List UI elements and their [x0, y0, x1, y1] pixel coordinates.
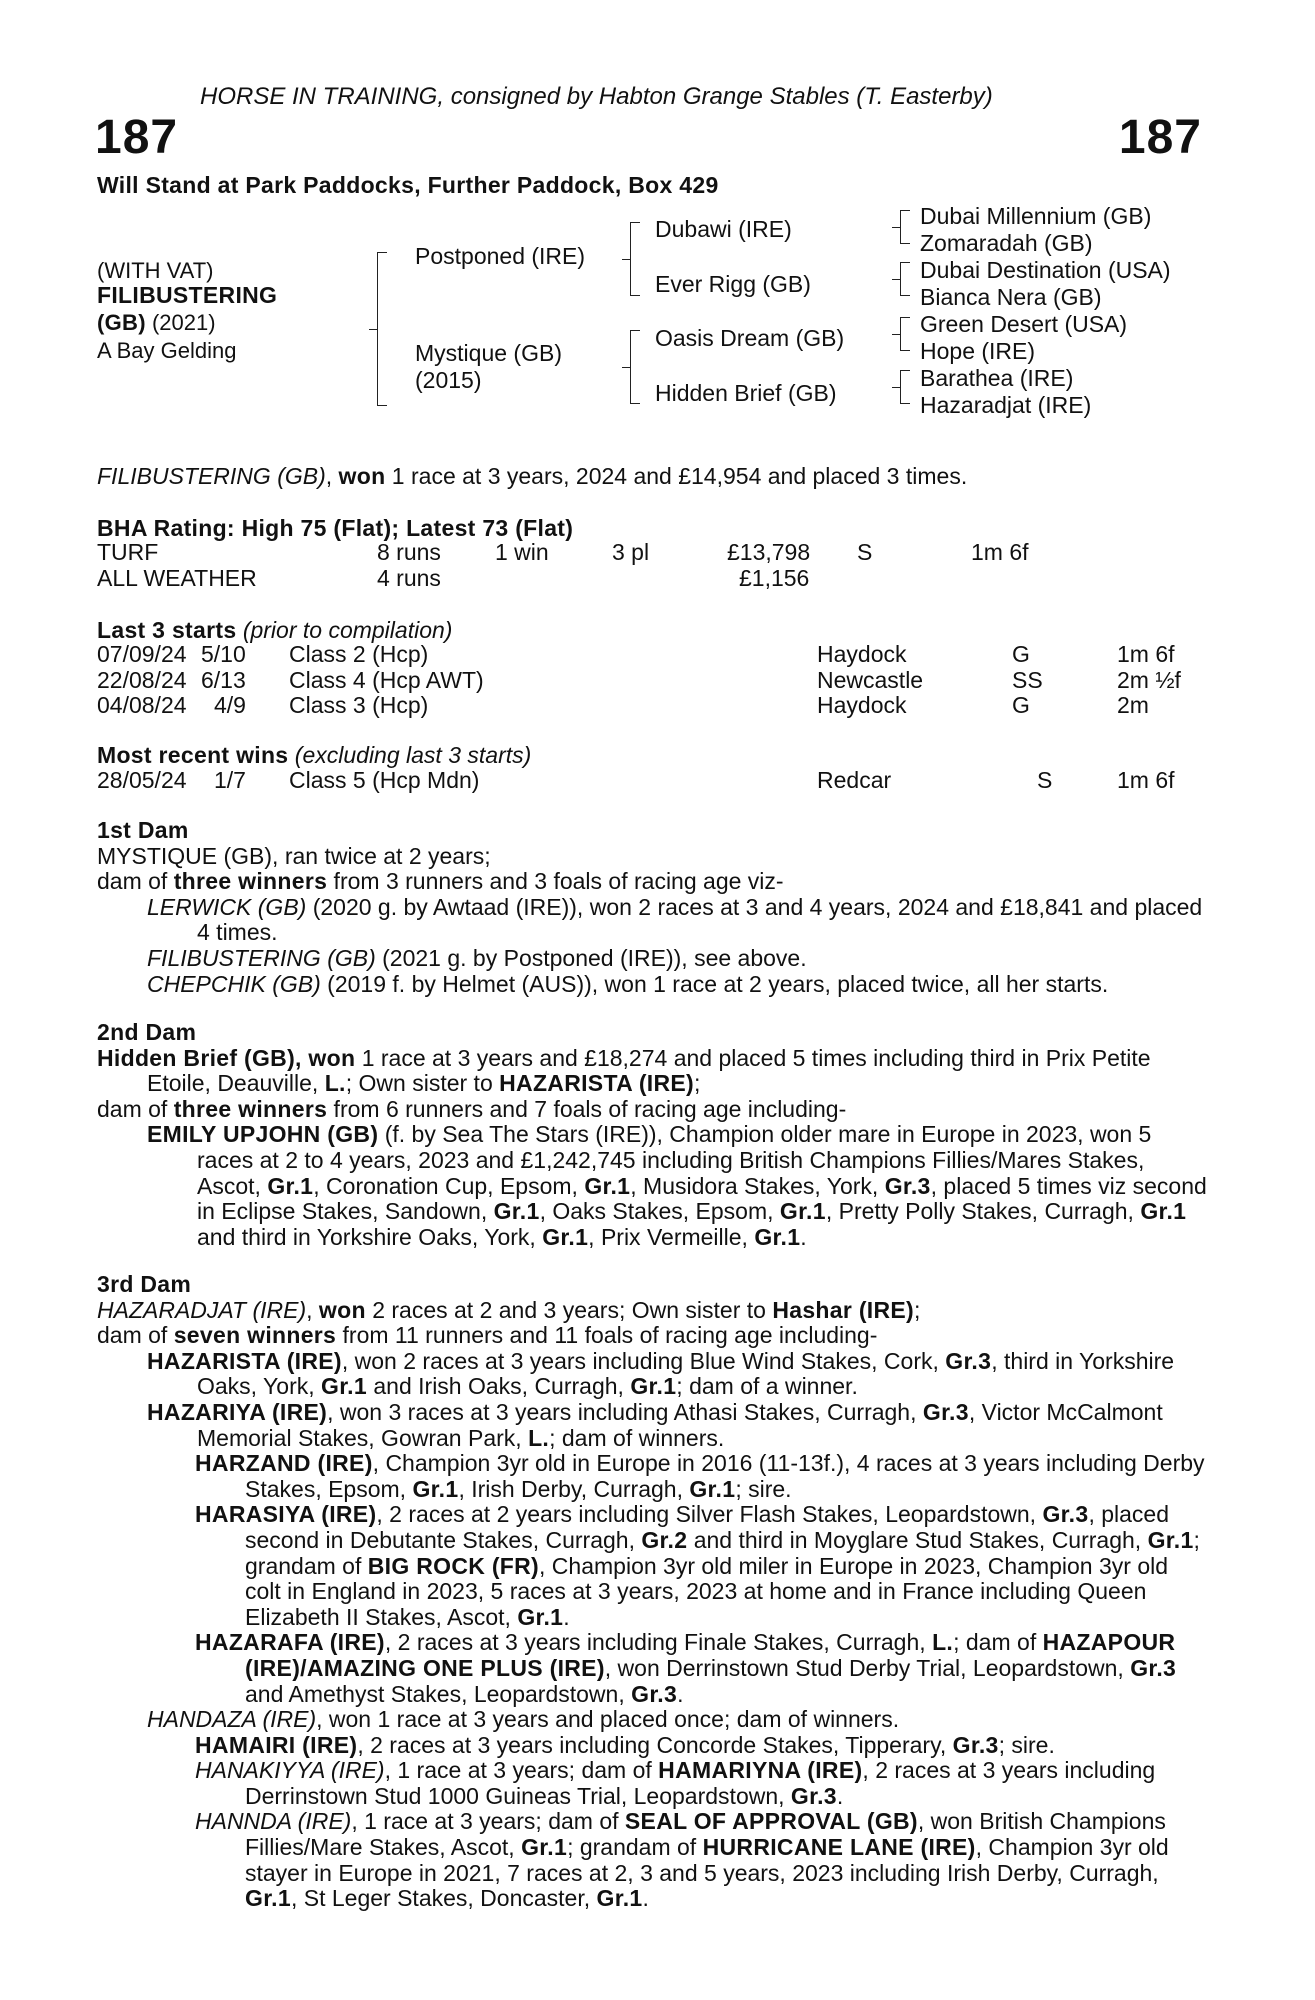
text-run: HAMARIYNA (IRE): [658, 1757, 863, 1784]
rating-surface: TURF: [97, 539, 159, 565]
pedigree-brace-g2: [900, 262, 910, 296]
text-run: (2021 g. by Postponed (IRE)), see above.: [375, 944, 807, 971]
win-going: S: [1037, 767, 1053, 793]
third-dam-produce-line: [97, 1323, 1207, 1349]
horse-year: (2021): [151, 310, 216, 335]
text-run: Gr.1: [584, 1172, 631, 1199]
text-run: Gr.1: [245, 1885, 291, 1912]
win-position: 1/7: [214, 767, 246, 793]
text-run: Gr.3: [790, 1782, 837, 1809]
text-run: 2 races at 2 and 3 years; Own sister to: [365, 1296, 773, 1323]
rating-wins: 1 win: [495, 539, 549, 565]
pedigree-ggs-8: Hazaradjat (IRE): [920, 392, 1092, 418]
text-run: 1 race at 3 years and £18,274 and placed 5 times including third in Prix Petite Etoile, Deauville,: [147, 1044, 1151, 1097]
text-run: Gr.3: [884, 1172, 931, 1199]
pedigree-sire-sire: Dubawi (IRE): [655, 216, 792, 242]
second-dam-line: [97, 1046, 1207, 1097]
start-going: G: [1012, 641, 1030, 667]
recent-wins-title: Most recent wins: [97, 742, 289, 768]
horse-country: (GB): [97, 310, 146, 335]
text-run: , Pretty Polly Stakes, Curragh,: [825, 1198, 1141, 1225]
text-run: ; dam of a winner.: [676, 1373, 858, 1400]
third-dam-grand-foal: [97, 1809, 1207, 1911]
text-run: .: [677, 1680, 684, 1707]
text-run: , St Leger Stakes, Doncaster,: [290, 1885, 597, 1912]
last-starts-table: [97, 642, 1207, 722]
recent-wins-heading: [97, 742, 531, 769]
text-run: , won Derrinstown Stud Derby Trial, Leopardstown,: [604, 1654, 1131, 1681]
start-date: 04/08/24: [97, 692, 187, 719]
third-dam-line: [97, 1298, 1207, 1324]
text-run: , 2 races at 3 years including Finale Stakes, Curragh,: [384, 1629, 933, 1656]
first-dam-heading: 1st Dam: [97, 817, 189, 843]
pedigree-brace-dam: [630, 330, 640, 404]
second-dam-heading: 2nd Dam: [97, 1019, 197, 1045]
text-run: ; grandam of: [567, 1834, 703, 1861]
bha-rating-heading: BHA Rating: High 75 (Flat); Latest 73 (Flat): [97, 515, 574, 541]
pedigree-brace-main: [377, 252, 387, 406]
text-run: three winners: [173, 1095, 328, 1122]
rating-runs: 4 runs: [377, 565, 441, 591]
third-dam-grand-foal: [97, 1758, 1207, 1809]
text-run: HAZARISTA (IRE): [147, 1347, 342, 1374]
text-run: Gr.1: [412, 1475, 459, 1502]
text-run: EMILY UPJOHN (GB): [147, 1121, 379, 1148]
second-dam-section: [97, 1020, 1207, 1250]
text-run: Gr.1: [754, 1223, 801, 1250]
text-run: and Amethyst Stakes, Leopardstown,: [245, 1680, 632, 1707]
rating-prize: £1,156: [739, 565, 810, 591]
pedigree-ggs-2: Zomaradah (GB): [920, 230, 1093, 256]
text-run: Gr.1: [267, 1172, 314, 1199]
text-run: , Victor McCalmont Memorial Stakes, Gowran Park,: [197, 1398, 1163, 1451]
last-starts-note: (prior to compilation): [242, 617, 453, 643]
text-run: ; sire.: [735, 1475, 792, 1502]
text-run: Hidden Brief (GB), won: [97, 1044, 356, 1071]
text-run: SEAL OF APPROVAL (GB): [624, 1808, 918, 1835]
text-run: , 2 races at 2 years including Silver Flash Stakes, Leopardstown,: [376, 1501, 1043, 1528]
pedigree-brace-g3: [900, 317, 910, 351]
text-run: HAZARAFA (IRE): [195, 1629, 385, 1656]
second-dam-foal: [97, 1122, 1207, 1250]
text-run: Gr.1: [1147, 1526, 1194, 1553]
text-run: seven winners: [173, 1322, 337, 1349]
text-run: , won 1 race at 3 years and placed once; dam of winners.: [316, 1706, 900, 1733]
text-run: (2019 f. by Helmet (AUS)), won 1 race at 2 years, placed twice, all her starts.: [320, 970, 1109, 997]
pedigree-dam-year: (2015): [415, 367, 482, 393]
text-run: and third in Yorkshire Oaks, York,: [197, 1223, 543, 1250]
rating-placed: 3 pl: [612, 539, 650, 565]
start-going: SS: [1012, 666, 1043, 693]
first-dam-line: MYSTIQUE (GB), ran twice at 2 years;: [97, 842, 491, 869]
text-run: , Champion 3yr old miler in Europe in 2023, Champion 3yr old colt in England in 2023, 5 races at 3 years, 2023 at home and in France including Queen Elizabeth II Stakes, Ascot,: [245, 1552, 1169, 1630]
text-run: HAZAPOUR (IRE)/AMAZING ONE PLUS (IRE): [245, 1629, 1176, 1681]
rating-going: S: [857, 539, 873, 565]
text-run: from 3 runners and 3 foals of racing age viz-: [327, 868, 784, 895]
text-run: HANDAZA (IRE): [147, 1706, 317, 1733]
text-run: won: [318, 1296, 366, 1323]
third-dam-heading: 3rd Dam: [97, 1271, 192, 1297]
horse-name: FILIBUSTERING: [97, 282, 278, 308]
pedigree-ggs-6: Hope (IRE): [920, 338, 1036, 364]
third-dam-grand-foal: [97, 1451, 1207, 1502]
start-course: Haydock: [817, 641, 907, 667]
win-distance: 1m 6f: [1117, 767, 1175, 793]
text-run: .: [836, 1782, 844, 1809]
start-distance: 1m 6f: [1117, 641, 1175, 667]
lot-number-right: 187: [1118, 111, 1202, 164]
text-run: , Oaks Stakes, Epsom,: [539, 1198, 780, 1225]
text-run: Gr.1: [630, 1373, 677, 1400]
text-run: HARASIYA (IRE): [195, 1501, 377, 1528]
recent-wins-table: [97, 768, 1207, 796]
text-run: HURRICANE LANE (IRE): [702, 1834, 976, 1861]
start-class: Class 3 (Hcp): [289, 692, 429, 719]
text-run: Gr.1: [517, 1603, 564, 1630]
summary-won: won: [338, 463, 386, 489]
second-dam-produce-line: [97, 1097, 1207, 1123]
text-run: , third in Yorkshire Oaks, York,: [197, 1347, 1175, 1400]
vat-status: (WITH VAT): [97, 258, 214, 283]
start-position: 5/10: [201, 641, 246, 667]
pedigree-brace-g1: [900, 210, 910, 244]
win-course: Redcar: [817, 767, 892, 793]
last-starts-heading: [97, 617, 452, 644]
text-run: Gr.1: [1140, 1198, 1187, 1225]
text-run: HANAKIYYA (IRE): [195, 1757, 385, 1784]
text-run: , 1 race at 3 years; dam of: [384, 1757, 659, 1784]
start-position: 4/9: [214, 692, 246, 719]
race-summary: FILIBUSTERING (GB), won 1 race at 3 years, 2024 and £14,954 and placed 3 times.: [97, 463, 968, 489]
text-run: Hashar (IRE): [772, 1296, 914, 1323]
pedigree-sire: Postponed (IRE): [415, 243, 586, 269]
pedigree-dam: Mystique (GB): [415, 340, 562, 366]
start-class: Class 2 (Hcp): [289, 641, 429, 667]
text-run: from 11 runners and 11 foals of racing age including-: [336, 1322, 878, 1349]
start-date: 22/08/24: [97, 666, 187, 693]
start-date: 07/09/24: [97, 641, 187, 667]
text-run: , placed 5 times viz second in Eclipse Stakes, Sandown,: [197, 1172, 1207, 1225]
third-dam-foal: [97, 1400, 1207, 1451]
text-run: Gr.3: [1042, 1501, 1089, 1528]
rating-distance: 1m 6f: [971, 539, 1029, 565]
text-run: dam of: [97, 868, 174, 895]
pedigree-ggs-1: Dubai Millennium (GB): [920, 203, 1152, 229]
consignor-line: HORSE IN TRAINING, consigned by Habton Grange Stables (T. Easterby): [200, 83, 993, 110]
horse-origin: [97, 310, 216, 336]
win-class: Class 5 (Hcp Mdn): [289, 767, 480, 793]
start-course: Newcastle: [817, 666, 924, 693]
third-dam-grand-foal: [97, 1502, 1207, 1630]
rating-prize: £13,798: [727, 539, 811, 565]
win-date: 28/05/24: [97, 767, 187, 793]
start-position: 6/13: [201, 666, 246, 693]
recent-wins-note: (excluding last 3 starts): [294, 742, 532, 768]
third-dam-foal: [97, 1707, 1207, 1733]
text-run: LERWICK (GB): [147, 893, 307, 920]
text-run: Gr.1: [596, 1885, 643, 1912]
text-run: Gr.3: [922, 1398, 969, 1425]
pedigree-sire-dam: Ever Rigg (GB): [655, 271, 811, 297]
third-dam-foal: [97, 1349, 1207, 1400]
lot-number-left: 187: [95, 111, 179, 164]
text-run: , Prix Vermeille,: [588, 1223, 755, 1250]
text-run: Gr.1: [542, 1223, 589, 1250]
text-run: , Coronation Cup, Epsom,: [313, 1172, 585, 1199]
summary-text: 1 race at 3 years, 2024 and £14,954 and placed 3 times.: [385, 463, 968, 489]
start-distance: 2m ½f: [1117, 666, 1181, 693]
first-dam-produce-line: [97, 869, 1207, 895]
text-run: , 2 races at 3 years including Concorde Stakes, Tipperary,: [357, 1731, 953, 1758]
text-run: Gr.1: [521, 1834, 568, 1861]
text-run: Gr.2: [641, 1526, 688, 1553]
text-run: HAMAIRI (IRE): [195, 1731, 358, 1758]
text-run: L.: [528, 1424, 550, 1451]
text-run: ; grandam of: [245, 1526, 1200, 1579]
text-run: ; Own sister to: [345, 1070, 500, 1097]
text-run: , Champion 3yr old stayer in Europe in 2021, 7 races at 2, 3 and 5 years, 2023 including Irish Derby, Curragh,: [245, 1834, 1169, 1886]
text-run: Gr.3: [1130, 1654, 1177, 1681]
start-course: Haydock: [817, 692, 907, 719]
text-run: Gr.3: [952, 1731, 999, 1758]
text-run: Gr.3: [945, 1347, 992, 1374]
text-run: FILIBUSTERING (GB): [147, 944, 376, 971]
text-run: , won 3 races at 3 years including Athasi Stakes, Curragh,: [327, 1398, 923, 1425]
text-run: , Champion 3yr old in Europe in 2016 (11-13f.), 4 races at 3 years including Derby Stakes, Epsom,: [245, 1450, 1205, 1502]
first-dam-foal: [97, 946, 1207, 972]
text-run: and third in Moyglare Stud Stakes, Curragh,: [687, 1526, 1148, 1553]
rating-runs: 8 runs: [377, 539, 441, 565]
text-run: , 2 races at 3 years including Derrinstown Stud 1000 Guineas Trial, Leopardstown,: [245, 1757, 1156, 1809]
summary-horse-name: FILIBUSTERING (GB): [97, 463, 326, 489]
text-run: Gr.1: [321, 1373, 367, 1400]
start-distance: 2m: [1117, 692, 1149, 719]
third-dam-section: [97, 1272, 1207, 1912]
text-run: .: [800, 1223, 807, 1250]
text-run: (2020 g. by Awtaad (IRE)), won 2 races at 3 and 4 years, 2024 and £18,841 and placed 4 times.: [197, 893, 1203, 946]
text-run: dam of: [97, 1322, 174, 1349]
first-dam-foal: [97, 972, 1207, 998]
text-run: and Irish Oaks, Curragh,: [366, 1373, 631, 1400]
start-going: G: [1012, 692, 1030, 719]
text-run: ; dam of: [953, 1629, 1043, 1656]
text-run: .: [563, 1603, 570, 1630]
text-run: L.: [932, 1629, 954, 1656]
last-starts-title: Last 3 starts: [97, 617, 237, 643]
text-run: ; dam of winners.: [549, 1424, 725, 1451]
pedigree-dam-sire: Oasis Dream (GB): [655, 325, 845, 351]
third-dam-grand-foal: [97, 1733, 1207, 1759]
text-run: dam of: [97, 1095, 174, 1122]
text-run: , won 2 races at 3 years including Blue Wind Stakes, Cork,: [341, 1347, 946, 1374]
text-run: HAZARISTA (IRE): [499, 1070, 694, 1097]
pedigree-ggs-3: Dubai Destination (USA): [920, 257, 1171, 283]
text-run: .: [642, 1885, 649, 1912]
text-run: , won British Champions Fillies/Mare Stakes, Ascot,: [245, 1808, 1166, 1861]
text-run: ;: [913, 1296, 921, 1323]
text-run: ,: [306, 1296, 319, 1323]
pedigree-brace-g4: [900, 370, 910, 404]
pedigree-ggs-5: Green Desert (USA): [920, 311, 1128, 337]
first-dam-section: [97, 818, 1207, 997]
text-run: , placed second in Debutante Stakes, Curragh,: [245, 1501, 1169, 1553]
text-run: HAZARADJAT (IRE): [97, 1296, 307, 1323]
text-run: HAZARIYA (IRE): [147, 1398, 328, 1425]
text-run: ;: [694, 1070, 701, 1097]
text-run: Gr.1: [779, 1198, 826, 1225]
text-run: Gr.1: [493, 1198, 540, 1225]
text-run: HARZAND (IRE): [195, 1450, 373, 1477]
pedigree-brace-sire: [630, 222, 640, 296]
pedigree-ggs-7: Barathea (IRE): [920, 365, 1074, 391]
horse-description: A Bay Gelding: [97, 338, 237, 363]
text-run: ; sire.: [998, 1731, 1055, 1758]
rating-surface: ALL WEATHER: [97, 565, 257, 591]
third-dam-grand-foal: [97, 1630, 1207, 1707]
text-run: BIG ROCK (FR): [367, 1552, 540, 1579]
pedigree-ggs-4: Bianca Nera (GB): [920, 284, 1102, 310]
first-dam-foal: [97, 895, 1207, 946]
text-run: , Musidora Stakes, York,: [630, 1172, 885, 1199]
text-run: HANNDA (IRE): [195, 1808, 352, 1835]
text-run: Gr.1: [689, 1475, 736, 1502]
text-run: L.: [324, 1070, 346, 1097]
text-run: Gr.3: [631, 1680, 678, 1707]
rating-table: [97, 540, 1197, 592]
start-class: Class 4 (Hcp AWT): [289, 666, 484, 693]
text-run: , 1 race at 3 years; dam of: [351, 1808, 625, 1835]
stabling-location: Will Stand at Park Paddocks, Further Paddock, Box 429: [97, 172, 719, 198]
text-run: three winners: [173, 868, 328, 895]
text-run: CHEPCHIK (GB): [147, 970, 321, 997]
pedigree-dam-dam: Hidden Brief (GB): [655, 380, 837, 406]
text-run: (f. by Sea The Stars (IRE)), Champion older mare in Europe in 2023, won 5 races at 2 to 4 years, 2023 and £1,242,745 including British Champions Fillies/Mares Stakes, Ascot,: [197, 1121, 1152, 1199]
text-run: from 6 runners and 7 foals of racing age including-: [327, 1095, 847, 1122]
text-run: , Irish Derby, Curragh,: [458, 1475, 690, 1502]
